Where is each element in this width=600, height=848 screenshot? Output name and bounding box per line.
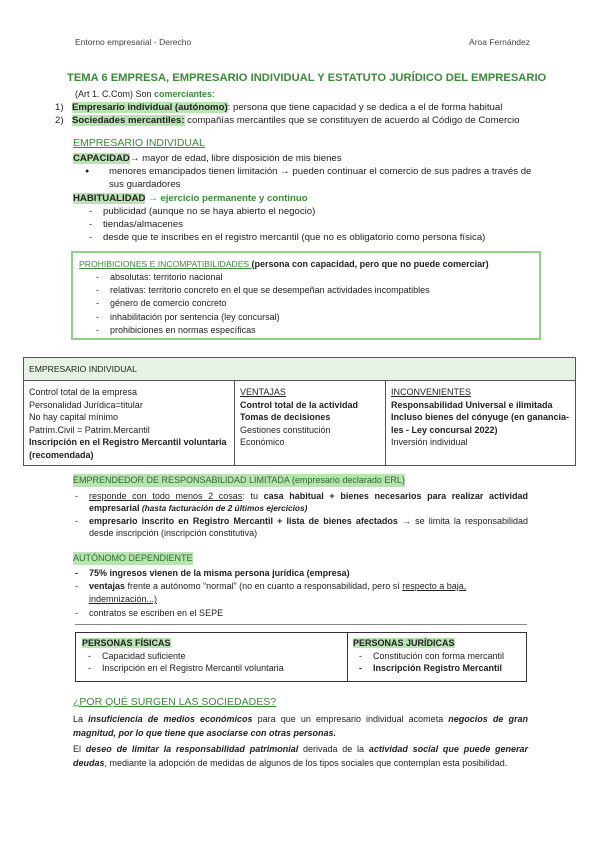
table-cell: Gestiones constitución	[240, 424, 331, 435]
habitualidad-item: - tiendas/almacenes	[87, 218, 533, 231]
erl-heading: EMPRENDEDOR DE RESPONSABILIDAD LIMITADA (empresario declarado ERL)	[73, 475, 405, 485]
prohibicion-item: - género de comercio concreto	[94, 297, 539, 310]
table-cell: Inversión individual	[391, 437, 468, 447]
item-term: Sociedades mercantiles:	[72, 115, 185, 126]
erl-section	[73, 474, 528, 540]
porque-paragraph	[73, 742, 528, 770]
autonomo-item2-b: ventajas	[89, 580, 126, 591]
capacidad-block	[73, 152, 533, 244]
empresario-heading: EMPRESARIO INDIVIDUAL	[73, 137, 205, 149]
personas-fisicas-item: - Inscripción en el Registro Mercantil voluntaria	[86, 662, 342, 675]
prohibiciones-box	[71, 251, 541, 340]
autonomo-item2-t: frente a autónomo “normal” (no en cuanto a responsabilidad, pero sí	[125, 580, 403, 591]
prohibiciones-note: (persona con capacidad, pero que no puede comerciar)	[251, 259, 489, 269]
p1-d: negocios de gran magnitud, por lo que tiene que asociarse con otras personas.	[73, 714, 529, 738]
erl-item1-a: : tu	[242, 490, 264, 501]
ventajas-title: VENTAJAS	[240, 387, 286, 397]
erl-item2-t: → se limita la responsabilidad desde inscripción (inscripción constitutiva)	[89, 515, 528, 538]
personas-table	[75, 632, 527, 682]
p1-c: para que un empresario individual acometa	[252, 714, 449, 724]
table-cell: Control total de la empresa	[29, 387, 138, 397]
erl-item2-b: empresario inscrito en Registro Mercantil + lista de bienes afectados	[89, 515, 398, 526]
table-cell: Tomas de decisiones	[240, 412, 331, 422]
habitualidad-item: - publicidad (aunque no se haya abierto el negocio)	[87, 205, 533, 218]
numbered-item	[55, 114, 575, 127]
personas-juridicas-title: PERSONAS JURÍDICAS	[353, 638, 455, 648]
porque-heading: ¿POR QUÉ SURGEN LAS SOCIEDADES?	[73, 696, 277, 708]
table-cell: Económico	[240, 437, 285, 447]
table-cell: No hay capital mínimo	[29, 412, 119, 422]
autonomo-item2-u: respecto a baja, indemnización...)	[89, 580, 467, 605]
item-term: Empresario individual (autónomo)	[72, 102, 228, 113]
inconvenientes-title: INCONVENIENTES	[391, 387, 472, 397]
autonomo-item: - contratos se escriben en el SEPE	[73, 607, 528, 620]
p1-a: La	[73, 714, 89, 724]
prohibicion-item: - inhabilitación por sentencia (ley concursal)	[94, 311, 539, 324]
p1-b: insuficiencia de medios económicos	[88, 714, 253, 724]
habitualidad-item: - desde que te inscribes en el registro mercantil (que no es obligatorio como persona física)	[87, 231, 533, 244]
table-col-2	[235, 381, 386, 466]
personas-juridicas-item: - Inscripción Registro Mercantil	[357, 662, 521, 675]
erl-item1-u: responde con todo menos 2 cosas	[89, 490, 243, 501]
p2-d: actividad social que puede generar deudas	[73, 744, 528, 768]
porque-body	[73, 712, 528, 770]
prohibicion-item: - absolutas: territorio nacional	[94, 271, 539, 284]
numbered-item	[55, 101, 575, 114]
autonomo-item: - 75% ingresos vienen de la misma persona jurídica (empresa)	[73, 567, 528, 580]
item-text: compañías mercantiles que se constituyen de acuerdo al Código de Comercio	[184, 115, 520, 126]
prohibicion-item: - relativas: territorio concreto en el que se desempeñan actividades incompatibles	[94, 284, 539, 297]
header-right: Aroa Fernández	[469, 37, 530, 47]
intro	[75, 88, 215, 101]
erl-item1-c: (hasta facturación de 2 últimos ejercicios)	[139, 503, 308, 513]
header-left: Entorno empresarial - Derecho	[75, 37, 192, 47]
intro-highlight: comerciantes	[154, 89, 213, 99]
table-col-1	[24, 381, 235, 466]
table-cell: Responsabilidad Universal e ilimitada	[391, 399, 553, 410]
item-text: : persona que tiene capacidad y se dedica a el de forma habitual	[227, 102, 503, 113]
habitualidad-text: → ejercicio permanente y continuo	[145, 193, 308, 204]
page-title: TEMA 6 EMPRESA, EMPRESARIO INDIVIDUAL Y ESTATUTO JURÍDICO DEL EMPRESARIO	[67, 72, 547, 84]
capacidad-label: CAPACIDAD	[73, 153, 130, 164]
porque-paragraph	[73, 712, 528, 740]
erl-item	[73, 515, 528, 540]
p2-e: , mediante la adopción de medidas de algunos de los tipos sociales que contemplan esta posibilidad.	[104, 758, 508, 768]
table-col-3	[386, 381, 576, 466]
empresario-table	[23, 357, 576, 466]
erl-item1-b: casa habitual + bienes necesarios para realizar actividad empresarial	[89, 490, 528, 513]
prohibicion-item: - prohibiciones en normas específicas	[94, 324, 539, 337]
personas-juridicas-cell	[348, 633, 527, 682]
table-cell: Personalidad Jurídica=titular	[29, 399, 143, 410]
table-cell: Incluso bienes del cónyuge (en gananciales - Ley concursal 2022)	[391, 412, 570, 435]
personas-juridicas-item: - Constitución con forma mercantil	[357, 650, 521, 663]
autonomo-item	[73, 580, 528, 607]
autonomo-section	[73, 552, 528, 620]
autonomo-heading: AUTÓNOMO DEPENDIENTE	[73, 553, 193, 563]
item-number: 1)	[55, 102, 64, 113]
p2-c: derivada de la	[298, 744, 369, 754]
p2-b: deseo de limitar la responsabilidad patrimonial	[85, 744, 299, 754]
capacidad-text: → mayor de edad, libre disposición de mis bienes	[129, 153, 342, 164]
capacidad-bullet: ● menores emancipados tienen limitación → pueden continuar el comercio de sus padres a través de sus guardadores	[81, 165, 533, 191]
numbered-list	[55, 101, 575, 127]
table-cell: Control total de la actividad	[240, 399, 359, 410]
intro-suffix: :	[212, 89, 215, 99]
prohibiciones-label: PROHIBICIONES E INCOMPATIBILIDADES	[79, 259, 252, 269]
table-cell: Patrim.Civil = Patrim.Mercantil	[29, 424, 150, 435]
habitualidad-label: HABITUALIDAD	[73, 193, 146, 204]
intro-prefix: (Art 1. C.Com) Son	[75, 89, 155, 99]
divider	[75, 624, 527, 625]
erl-item	[73, 490, 528, 515]
table-header: EMPRESARIO INDIVIDUAL	[24, 358, 576, 381]
p2-a: El	[73, 744, 86, 754]
table-cell: Inscripción en el Registro Mercantil voluntaria (recomendada)	[29, 437, 227, 460]
item-number: 2)	[55, 115, 64, 126]
personas-fisicas-title: PERSONAS FÍSICAS	[82, 638, 171, 648]
personas-fisicas-item: - Capacidad suficiente	[86, 650, 342, 663]
personas-fisicas-cell	[76, 633, 348, 682]
